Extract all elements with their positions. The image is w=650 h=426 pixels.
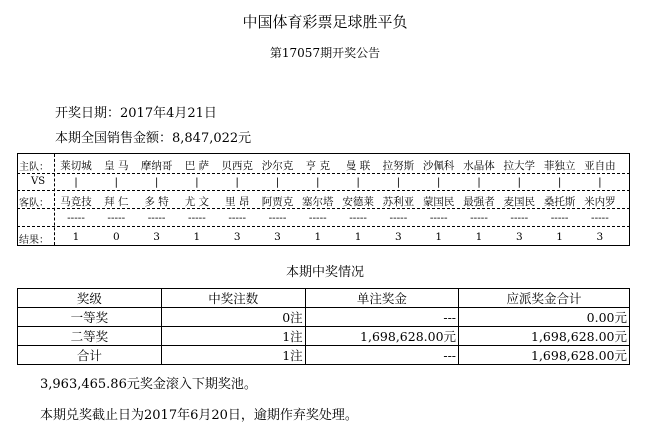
match-home-team: 拉努斯 — [382, 160, 415, 172]
prize-unit: 1,698,628.00元 — [305, 327, 458, 346]
match-separator: ----- — [308, 212, 327, 224]
match-vs-mark: | — [557, 176, 562, 188]
prize-total: 1,698,628.00元 — [459, 346, 630, 365]
prize-unit: --- — [305, 308, 458, 327]
page-subtitle: 第17057期开奖公告 — [269, 46, 381, 60]
match-away-team: 米内罗 — [584, 196, 616, 208]
match-separator: ----- — [349, 212, 367, 224]
match-home-team: 菲独立 — [543, 160, 576, 172]
match-away-team: 安德莱 — [342, 196, 374, 208]
match-home-team: 拉大学 — [503, 160, 536, 172]
table-row — [18, 308, 630, 327]
away-label: 客队： — [19, 198, 49, 209]
match-vs-mark: | — [275, 176, 280, 188]
match-separator: ----- — [268, 212, 287, 224]
match-result: 3 — [596, 231, 604, 243]
match-result: 1 — [72, 231, 80, 243]
row-divider — [17, 226, 630, 227]
match-home-team: 巴 萨 — [184, 160, 210, 172]
match-away-team: 阿贾克 — [261, 196, 294, 208]
match-result: 1 — [354, 231, 362, 243]
home-label: 主队： — [19, 162, 49, 173]
match-away-team: 里 昂 — [225, 196, 250, 208]
prize-level: 合计 — [18, 346, 162, 365]
match-separator: ----- — [228, 212, 247, 224]
match-home-team: 摩纳哥 — [140, 160, 173, 172]
prize-section-title: 本期中奖情况 — [285, 265, 364, 280]
prize-unit: --- — [305, 346, 458, 365]
match-vs-mark: | — [235, 176, 239, 188]
result-label: 结果： — [19, 235, 49, 246]
prize-total: 0.00元 — [459, 308, 630, 327]
match-result: 1 — [475, 231, 483, 243]
match-table-border — [17, 154, 18, 245]
match-vs-mark: | — [396, 176, 401, 188]
row-divider — [17, 190, 630, 191]
header-count: 中奖注数 — [161, 289, 305, 308]
match-separator: ----- — [67, 212, 85, 224]
match-vs-mark: | — [517, 176, 522, 188]
deadline-note: 本期兑奖截止日为2017年6月20日，逾期作弃奖处理。 — [40, 408, 358, 423]
match-result: 3 — [153, 231, 160, 243]
match-vs-mark: | — [74, 176, 78, 188]
match-vs-mark: | — [114, 176, 119, 188]
match-table-border — [629, 154, 630, 245]
match-away-team: 蒙国民 — [422, 196, 455, 208]
vs-label: VS — [31, 176, 46, 187]
match-away-team: 麦国民 — [503, 196, 536, 208]
match-home-team: 皇 马 — [104, 160, 129, 172]
match-vs-mark: | — [477, 176, 481, 188]
prize-table — [17, 288, 630, 365]
match-away-team: 塞尔塔 — [302, 196, 334, 208]
match-separator: ----- — [188, 212, 206, 224]
prize-count: 1注 — [161, 327, 305, 346]
match-away-team: 马竞技 — [60, 196, 92, 208]
match-separator: ----- — [429, 212, 448, 224]
match-separator: ----- — [147, 212, 166, 224]
match-home-team: 亨 克 — [305, 160, 330, 172]
rollover-note: 3,963,465.86元奖金滚入下期奖池。 — [40, 377, 257, 392]
header-total-prize: 应派奖金合计 — [459, 289, 630, 308]
match-separator: ----- — [510, 212, 529, 224]
match-away-team: 多 特 — [144, 196, 169, 208]
match-result: 1 — [314, 231, 322, 243]
match-home-team: 沙佩科 — [422, 160, 455, 172]
match-separator: ----- — [550, 212, 569, 224]
match-home-team: 沙尔克 — [261, 160, 294, 172]
match-vs-mark: | — [195, 176, 199, 188]
match-away-team: 拜 仁 — [104, 196, 129, 208]
header-level: 奖级 — [18, 289, 162, 308]
row-divider — [17, 173, 630, 174]
prize-total: 1,698,628.00元 — [459, 327, 630, 346]
table-row — [18, 327, 630, 346]
match-vs-mark: | — [598, 176, 602, 188]
match-separator: ----- — [389, 212, 408, 224]
match-away-team: 苏利亚 — [382, 196, 415, 208]
match-away-team: 桑托斯 — [543, 196, 576, 208]
match-result: 3 — [233, 231, 241, 243]
sales-amount: 本期全国销售金额：8,847,022元 — [55, 131, 252, 146]
match-away-team: 尤 文 — [184, 196, 210, 208]
match-home-team: 曼 联 — [345, 160, 371, 172]
match-home-team: 莱切城 — [60, 160, 92, 172]
draw-date: 开奖日期：2017年4月21日 — [55, 106, 217, 121]
match-result: 1 — [193, 231, 201, 243]
match-vs-mark: | — [356, 176, 360, 188]
match-home-team: 亚自由 — [584, 160, 616, 172]
match-home-team: 贝西克 — [221, 160, 253, 172]
match-away-team: 最强者 — [463, 196, 495, 208]
page-title: 中国体育彩票足球胜平负 — [242, 13, 408, 31]
match-vs-mark: | — [154, 176, 159, 188]
prize-count: 0注 — [161, 308, 305, 327]
table-row — [18, 346, 630, 365]
header-unit-prize: 单注奖金 — [305, 289, 458, 308]
match-result: 3 — [395, 231, 402, 243]
prize-level: 一等奖 — [18, 308, 162, 327]
prize-header-row — [18, 289, 630, 308]
match-separator: ----- — [107, 212, 126, 224]
match-vs-mark: | — [436, 176, 441, 188]
match-result: 1 — [435, 231, 443, 243]
match-result: 3 — [515, 231, 523, 243]
prize-level: 二等奖 — [18, 327, 162, 346]
match-vs-mark: | — [316, 176, 320, 188]
match-home-team: 水晶体 — [463, 160, 495, 172]
match-result: 0 — [112, 231, 120, 243]
prize-count: 1注 — [161, 346, 305, 365]
match-result: 1 — [556, 231, 563, 243]
match-table — [17, 153, 630, 246]
match-result: 3 — [274, 231, 281, 243]
match-separator: ----- — [591, 212, 609, 224]
match-separator: ----- — [470, 212, 488, 224]
